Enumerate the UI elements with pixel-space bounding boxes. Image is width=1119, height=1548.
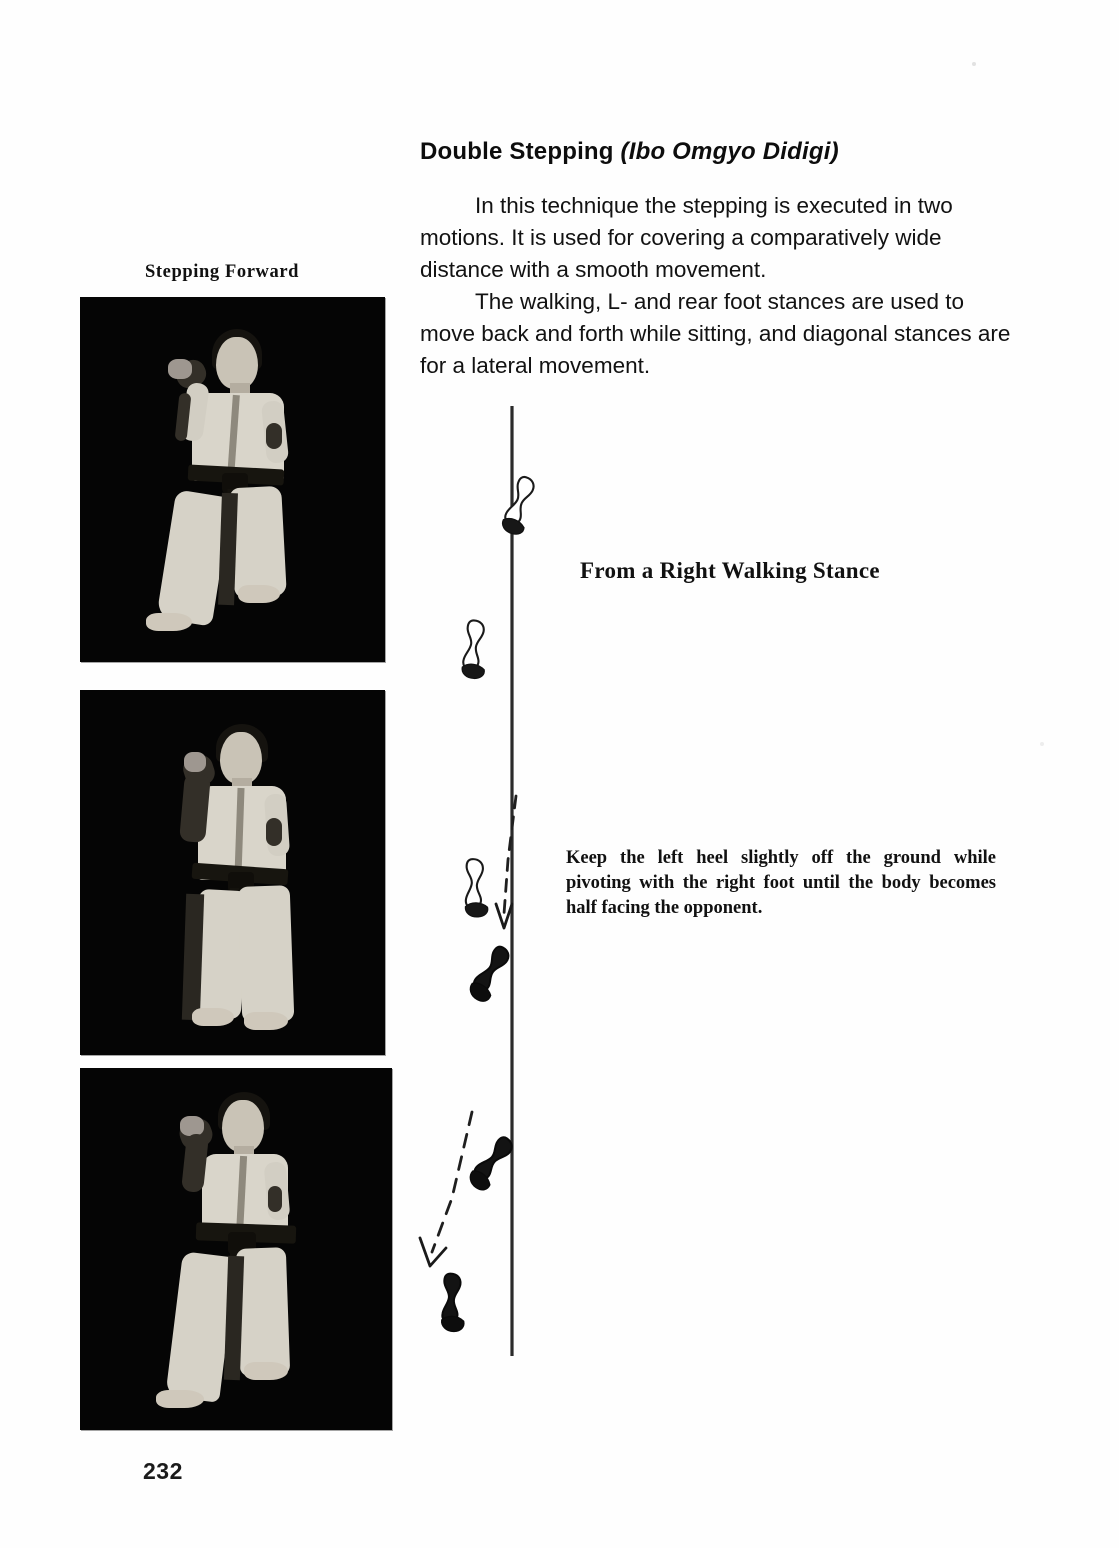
footprint-mid-right xyxy=(466,943,513,1005)
section-title-korean: (Ibo Omgyo Didigi) xyxy=(620,138,839,165)
pivot-instruction-note: Keep the left heel slightly off the ground while pivoting with the right foot until the body becomes half facing the opponent. xyxy=(566,848,996,918)
double-stepping-footwork-diagram xyxy=(400,390,620,1380)
intro-paragraph-2: The walking, L- and rear foot stances are used to move back and forth while sitting, and diagonal stances are for a lateral movement. xyxy=(420,289,1011,378)
footprint-start-left xyxy=(462,620,486,679)
section-title-text: Double Stepping xyxy=(420,138,614,165)
figure-illustration xyxy=(80,690,385,1055)
scan-speck xyxy=(972,62,976,66)
photo-stepping-forward-2 xyxy=(80,690,385,1055)
intro-paragraph-1: In this technique the stepping is executed in two motions. It is used for covering a comparatively wide distance with a smooth movement. xyxy=(420,193,953,282)
stance-heading: From a Right Walking Stance xyxy=(580,558,880,583)
scan-speck xyxy=(1040,742,1044,746)
photo-stepping-forward-1 xyxy=(80,297,385,662)
arrow-second-motion xyxy=(420,1112,472,1266)
figure-illustration xyxy=(80,1068,392,1430)
footprint-final-left xyxy=(440,1273,464,1332)
page-number: 232 xyxy=(143,1458,183,1484)
footprint-mid-left xyxy=(462,858,488,917)
stepping-forward-caption: Stepping Forward xyxy=(145,262,300,282)
figure-illustration xyxy=(80,297,385,662)
page-title xyxy=(420,138,1020,166)
photo-stepping-forward-3 xyxy=(80,1068,392,1430)
footprint-start-right xyxy=(500,474,537,536)
footprint-final-right xyxy=(466,1133,517,1194)
intro-text-block xyxy=(420,190,1020,382)
